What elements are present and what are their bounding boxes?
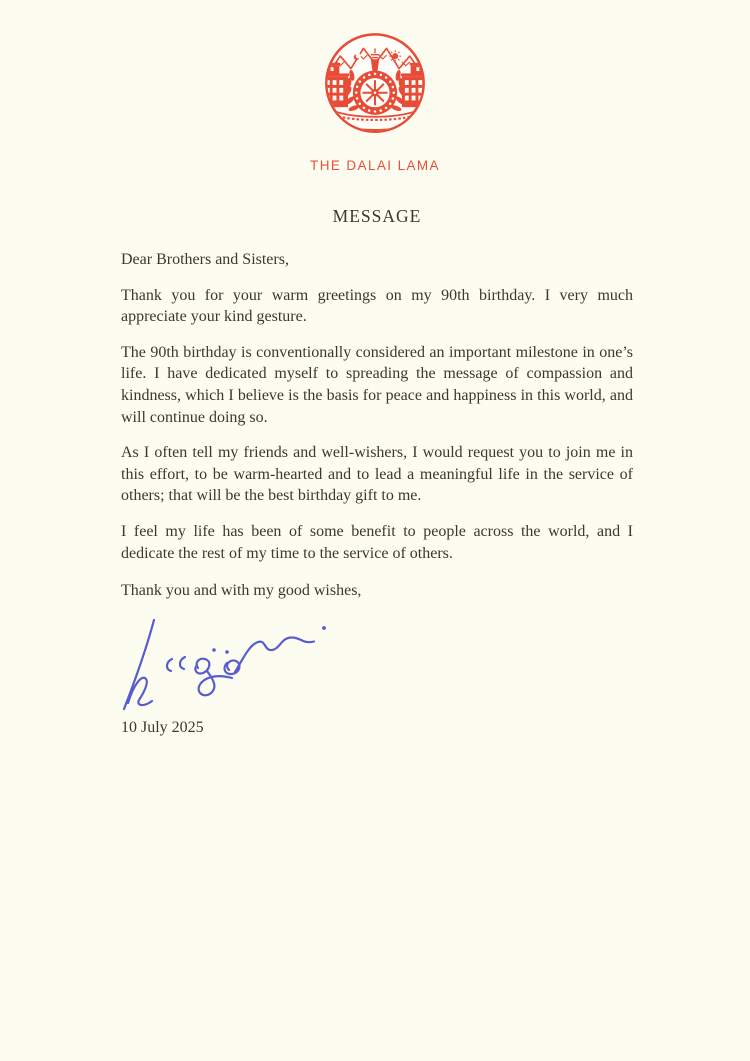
letterhead-name: THE DALAI LAMA bbox=[310, 158, 440, 173]
dharma-wheel-icon bbox=[353, 71, 397, 115]
seal-artwork bbox=[322, 48, 428, 129]
sun-icon bbox=[389, 50, 401, 62]
signature-handwriting-icon bbox=[117, 616, 349, 714]
paragraph-2: The 90th birthday is conventionally considered an important milestone in one’s life. I have dedicated myself to spreading the message of compassion and kindness, which I believe is the basis for peace and happiness in this world, and will continue doing so. bbox=[121, 343, 633, 426]
letter-content bbox=[121, 206, 633, 738]
paragraph-1: Thank you for your warm greetings on my 90th birthday. I very much appreciate your kind gesture. bbox=[121, 286, 633, 326]
letter-title: MESSAGE bbox=[332, 206, 422, 226]
paragraph-3: As I often tell my friends and well-wishers, I would request you to join me in this effort, to be warm-hearted and to lead a meaningful life in the service of others; that will be the best birthday gift to me. bbox=[121, 444, 633, 505]
salutation: Dear Brothers and Sisters, bbox=[121, 251, 289, 268]
date-line: 10 July 2025 bbox=[121, 718, 204, 736]
letterhead bbox=[0, 0, 750, 173]
paragraph-4: I feel my life has been of some benefit to people across the world, and I dedicate the rest of my time to the service of others. bbox=[121, 522, 633, 562]
closing-line: Thank you and with my good wishes, bbox=[121, 582, 362, 600]
dalai-lama-seal-icon bbox=[317, 32, 433, 138]
